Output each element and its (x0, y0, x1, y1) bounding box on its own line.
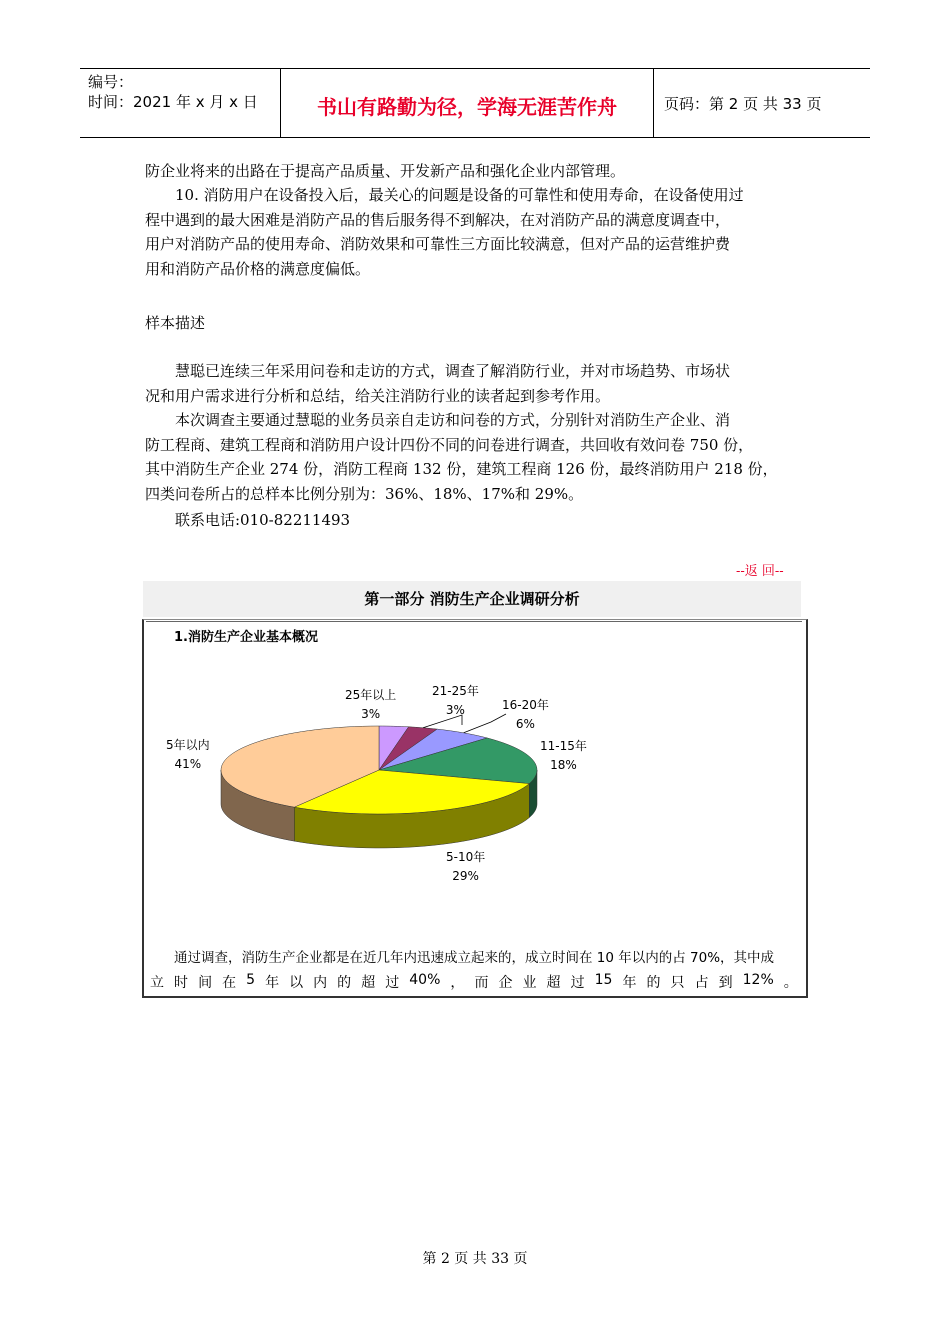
caption-token: 。 (783, 975, 798, 991)
caption-token: 超 (546, 975, 561, 991)
paragraph-3 (145, 359, 815, 408)
document-number: 编号： (88, 73, 134, 91)
paragraph-2 (145, 183, 815, 281)
header-info-cell (80, 69, 281, 137)
header-motto-cell (281, 69, 654, 137)
header-page-cell (654, 69, 870, 137)
caption-token: 超 (361, 975, 376, 991)
section-title: 第一部分 消防生产企业调研分析 (143, 581, 801, 617)
caption-token: 的 (646, 975, 661, 991)
text-line: 防企业将来的出路在于提高产品质量、开发新产品和强化企业内部管理。 (145, 162, 626, 180)
text-line: 防工程商、建筑工程商和消防用户设计四份不同的问卷进行调查，共回收有效问卷 750 份， (145, 435, 754, 454)
caption-token: 内 (313, 975, 328, 991)
pie-label-11-15: 11-15年 18% (540, 739, 587, 772)
pie-tops (221, 726, 537, 814)
caption-token: 到 (718, 975, 733, 991)
pie-label-5-10: 5-10年 29% (446, 850, 486, 883)
text-line: 10. 消防用户在设备投入后，最关心的问题是设备的可靠性和使用寿命，在设备使用过 (145, 186, 744, 204)
text-line: 用户对消防产品的使用寿命、消防效果和可靠性三方面比较满意，但对产品的运营维护费 (145, 235, 731, 253)
pie-label-25plus: 25年以上 3% (345, 688, 397, 721)
chart-subtitle: 1.消防生产企业基本概况 (174, 630, 318, 645)
caption-token: 年 (622, 975, 637, 991)
caption-token: 年 (265, 975, 280, 991)
caption-token: 而 (474, 975, 489, 991)
caption-token: 时 (174, 975, 189, 991)
pie-label-21-25: 21-25年 3% (432, 684, 479, 717)
section-heading-sample: 样本描述 (145, 314, 206, 332)
page-header (80, 68, 870, 138)
caption-token: 过 (570, 975, 585, 991)
pie-label-16-20: 16-20年 6% (502, 698, 549, 731)
caption-token: 的 (337, 975, 352, 991)
chart-caption-line2 (146, 972, 802, 992)
caption-token: 以 (289, 975, 304, 991)
return-link[interactable]: --返 回-- (736, 564, 784, 579)
caption-token: 间 (198, 975, 213, 991)
caption-token: 5 (246, 972, 256, 988)
caption-token: 企 (498, 975, 513, 991)
text-line: 其中消防生产企业 274 份，消防工程商 132 份，建筑工程商 126 份，最终消防用户 218 份， (145, 460, 778, 478)
caption-token: 40% (409, 972, 441, 988)
caption-token: 业 (522, 975, 537, 991)
document-date: 时间：2021 年 x 月 x 日 (88, 93, 258, 111)
text-line: 慧聪已连续三年采用问卷和走访的方式，调查了解消防行业，并对市场趋势、市场状 (145, 362, 731, 380)
text-line: 况和用户需求进行分析和总结，给关注消防行业的读者起到参考作用。 (145, 386, 611, 405)
text-line: 四类问卷所占的总样本比例分别为：36%、18%、17%和 29%。 (145, 484, 584, 503)
caption-token: ， (450, 975, 465, 991)
chart-caption-line1: 通过调查，消防生产企业都是在近几年内迅速成立起来的，成立时间在 10 年以内的占 70%，其中成 (174, 950, 775, 966)
header-motto: 书山有路勤为径，学海无涯苦作舟 (317, 95, 617, 119)
text-line: 用和消防产品价格的满意度偏低。 (145, 259, 371, 278)
caption-token: 15 (594, 972, 613, 988)
caption-token: 立 (150, 975, 164, 991)
header-page-number: 页码：第 2 页 共 33 页 (664, 95, 822, 113)
paragraph-4 (145, 408, 815, 506)
page-footer: 第 2 页 共 33 页 (422, 1251, 528, 1267)
caption-token: 过 (385, 975, 400, 991)
paragraph-1 (145, 159, 815, 184)
text-line: 本次调查主要通过慧聪的业务员亲自走访和问卷的方式，分别针对消防生产企业、消 (145, 411, 731, 429)
pie-label-under5: 5年以内 41% (166, 738, 210, 771)
caption-token: 占 (694, 975, 709, 991)
caption-token: 只 (670, 975, 685, 991)
text-line: 程中遇到的最大困难是消防产品的售后服务得不到解决，在对消防产品的满意度调查中， (145, 210, 731, 229)
contact-phone: 联系电话:010-82211493 (145, 511, 351, 529)
caption-token: 在 (222, 975, 237, 991)
caption-token: 12% (742, 972, 774, 988)
